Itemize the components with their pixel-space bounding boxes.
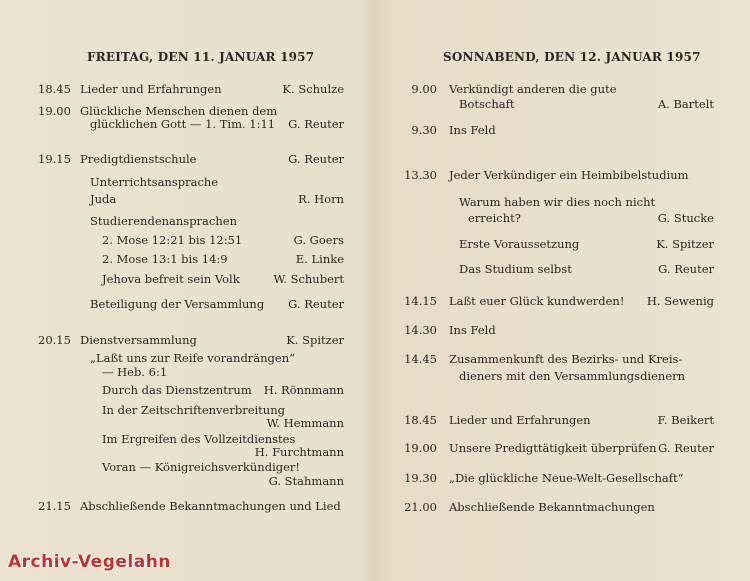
entry: Ins Feld <box>449 323 496 337</box>
time: 14.30 <box>404 323 437 337</box>
speaker: K. Schulze <box>282 82 344 96</box>
time: 13.30 <box>404 168 437 182</box>
sub-entry: erreicht? <box>468 211 521 225</box>
watermark: Archiv-Vegelahn <box>8 552 171 572</box>
speaker: H. Sewenig <box>646 294 714 308</box>
entry: Jeder Verkündiger ein Heimbibelstudium <box>449 168 689 182</box>
sub-entry: Das Studium selbst <box>459 262 572 276</box>
time: 9.00 <box>411 82 437 96</box>
entry: „Die glückliche Neue-Welt-Gesellschaft“ <box>449 471 684 485</box>
time: 18.45 <box>404 413 437 427</box>
time: 19.30 <box>404 471 437 485</box>
entry: Zusammenkunft des Bezirks- und Kreis- <box>449 352 683 366</box>
sub-entry: — Heb. 6:1 <box>102 365 168 379</box>
sub-entry: Studierendenansprachen <box>90 214 237 228</box>
entry: Predigtdienstschule <box>80 152 197 166</box>
entry: Glückliche Menschen dienen dem <box>80 104 278 118</box>
speaker: G. Reuter <box>658 262 714 276</box>
entry: Dienstversammlung <box>80 333 197 347</box>
speaker: K. Spitzer <box>286 333 344 347</box>
speaker: A. Bartelt <box>657 97 714 111</box>
left-heading: FREITAG, DEN 11. JANUAR 1957 <box>87 50 315 64</box>
entry: Laßt euer Glück kundwerden! <box>449 294 625 308</box>
entry: Lieder und Erfahrungen <box>449 413 591 427</box>
entry: dieners mit den Versammlungsdienern <box>459 369 686 383</box>
sub-entry: Im Ergreifen des Vollzeitdienstes <box>102 432 296 446</box>
sub-entry: 2. Mose 13:1 bis 14:9 <box>102 252 228 266</box>
sub-entry: 2. Mose 12:21 bis 12:51 <box>102 233 243 247</box>
sub-entry: Beteiligung der Versammlung <box>90 297 265 311</box>
time: 14.45 <box>404 352 437 366</box>
time: 19.15 <box>38 152 71 166</box>
entry: Verkündigt anderen die gute <box>449 82 617 96</box>
speaker: G. Stahmann <box>268 474 344 488</box>
entry: Ins Feld <box>449 123 496 137</box>
sub-entry: Voran — Königreichsverkündiger! <box>102 460 301 474</box>
speaker: H. Rönnmann <box>263 383 344 397</box>
speaker: K. Spitzer <box>656 237 714 251</box>
entry: glücklichen Gott — 1. Tim. 1:11 <box>90 117 276 131</box>
time: 21.00 <box>404 500 437 514</box>
entry: Unsere Predigttätigkeit überprüfen <box>449 441 657 455</box>
speaker: F. Beikert <box>657 413 714 427</box>
speaker: G. Reuter <box>658 441 714 455</box>
time: 18.45 <box>38 82 71 96</box>
sub-entry: In der Zeitschriftenverbreitung <box>102 403 285 417</box>
speaker: R. Horn <box>298 192 344 206</box>
right-heading: SONNABEND, DEN 12. JANUAR 1957 <box>443 50 701 64</box>
speaker: E. Linke <box>295 252 344 266</box>
time: 21.15 <box>38 499 71 513</box>
sub-entry: Warum haben wir dies noch nicht <box>459 195 656 209</box>
speaker: G. Reuter <box>288 297 344 311</box>
entry: Botschaft <box>459 97 515 111</box>
speaker: W. Schubert <box>273 272 344 286</box>
speaker: G. Reuter <box>288 152 344 166</box>
entry: Lieder und Erfahrungen <box>80 82 222 96</box>
speaker: G. Reuter <box>288 117 344 131</box>
entry: Abschließende Bekanntmachungen und Lied <box>80 499 341 513</box>
time: 19.00 <box>404 441 437 455</box>
sub-entry: Jehova befreit sein Volk <box>102 272 240 286</box>
speaker: H. Furchtmann <box>254 445 344 459</box>
time: 14.15 <box>404 294 437 308</box>
time: 9.30 <box>411 123 437 137</box>
speaker: G. Stucke <box>657 211 714 225</box>
sub-entry: „Laßt uns zur Reife vorandrängen“ <box>90 351 296 365</box>
sub-entry: Juda <box>90 192 117 206</box>
speaker: W. Hemmann <box>266 416 344 430</box>
time: 19.00 <box>38 104 71 118</box>
sub-entry: Unterrichtsansprache <box>90 175 219 189</box>
entry: Abschließende Bekanntmachungen <box>449 500 655 514</box>
sub-entry: Erste Voraussetzung <box>459 237 580 251</box>
speaker: G. Goers <box>293 233 344 247</box>
time: 20.15 <box>38 333 71 347</box>
sub-entry: Durch das Dienstzentrum <box>102 383 252 397</box>
